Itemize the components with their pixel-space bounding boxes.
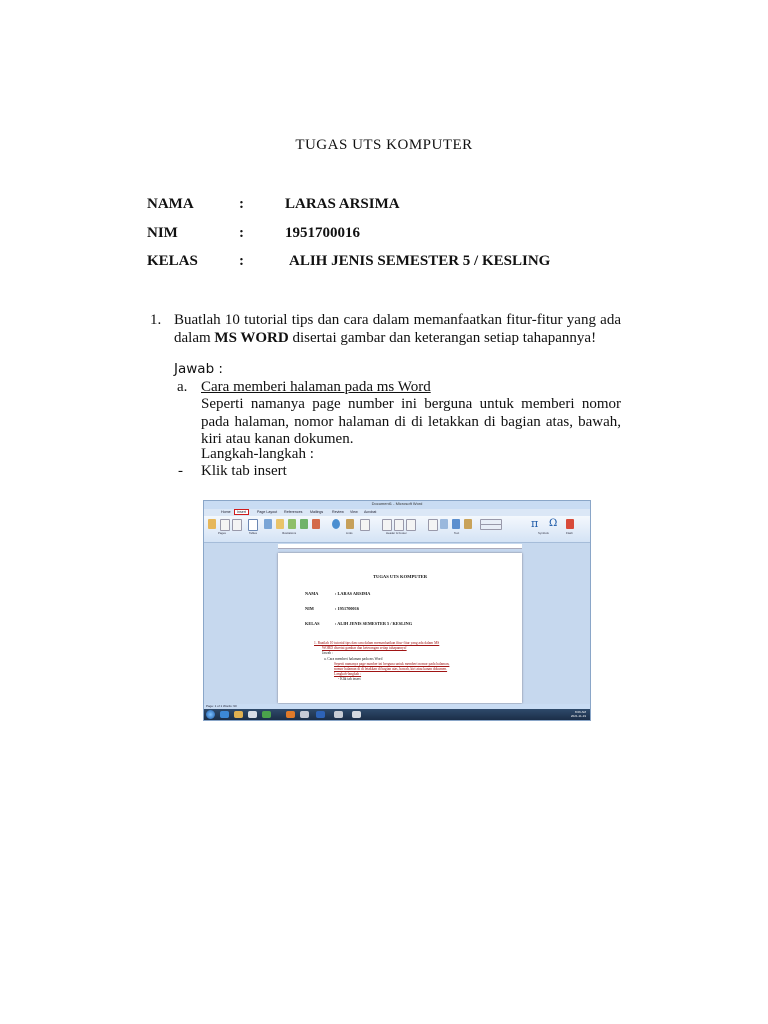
tab-home[interactable]: Home	[221, 510, 231, 514]
group-label-illustrations: Illustrations	[282, 531, 297, 535]
page-number-icon[interactable]	[406, 519, 416, 531]
step-bullet: -	[178, 463, 183, 479]
field-value: ALIH JENIS SEMESTER 5 / KESLING	[289, 253, 551, 269]
tab-review[interactable]: Review	[332, 510, 344, 514]
field-value: LARAS ARSIMA	[285, 196, 400, 212]
tab-insert[interactable]: Insert	[234, 509, 249, 515]
window-titlebar	[204, 501, 590, 509]
page-break-icon[interactable]	[232, 519, 242, 531]
window-title: Document1 - Microsoft Word	[371, 501, 423, 506]
date-time-icon[interactable]	[480, 524, 502, 530]
field-colon: :	[239, 253, 244, 269]
page-line: - Klik tab insert	[338, 677, 361, 681]
page-title: TUGAS UTS KOMPUTER	[372, 574, 428, 579]
page-field-label: KELAS	[305, 621, 320, 626]
steps-label: Langkah-langkah :	[201, 446, 314, 462]
symbol-icon[interactable]: Ω	[549, 518, 558, 529]
tab-acrobat[interactable]: Acrobat	[364, 510, 377, 514]
app-icon[interactable]	[334, 711, 343, 718]
sub-item-title: Cara memberi halaman pada ms Word	[201, 379, 431, 395]
page-field-nim	[305, 606, 359, 611]
question-number: 1.	[150, 312, 162, 328]
page-field-nama	[305, 591, 371, 596]
field-label: NAMA	[147, 196, 194, 212]
question-bold: MS WORD	[214, 329, 289, 346]
page-field-value: : ALIH JENIS SEMESTER 5 / KESLING	[335, 621, 413, 626]
smartart-icon[interactable]	[300, 519, 308, 529]
hyperlink-icon[interactable]	[332, 519, 340, 529]
equation-icon[interactable]: π	[531, 517, 539, 530]
page-line: 1. Buatlah 10 tutorial tips dan cara dalam memanfaatkan fitur-fitur yang ada dalam MS	[314, 641, 440, 645]
flash-icon[interactable]	[566, 519, 574, 529]
wordart-icon[interactable]	[452, 519, 460, 529]
cross-reference-icon[interactable]	[360, 519, 370, 531]
page-field-label: NAMA	[305, 591, 319, 596]
page-line: nomor halaman di di letakkan di bagian atas, bawah, kiri atau kanan dokumen.	[334, 667, 448, 671]
group-label-symbols: Symbols	[538, 531, 549, 535]
group-label-pages: Pages	[218, 531, 226, 535]
footer-icon[interactable]	[394, 519, 404, 531]
bookmark-icon[interactable]	[346, 519, 354, 529]
question-text	[174, 312, 621, 347]
page-line: a. Cara memberi halaman pada ms Word	[324, 657, 383, 661]
ribbon	[204, 516, 590, 543]
quick-parts-icon[interactable]	[440, 519, 448, 529]
shapes-icon[interactable]	[288, 519, 296, 529]
text-box-icon[interactable]	[428, 519, 438, 531]
clip-art-icon[interactable]	[276, 519, 284, 529]
step-1: Klik tab insert	[201, 463, 287, 479]
document-title: TUGAS UTS KOMPUTER	[295, 137, 473, 153]
field-label: KELAS	[147, 253, 198, 269]
tab-mailings[interactable]: Mailings	[310, 510, 324, 514]
ruler	[278, 544, 522, 549]
chart-icon[interactable]	[312, 519, 320, 529]
answer-label: Jawab :	[174, 361, 223, 377]
table-icon[interactable]	[248, 519, 258, 531]
group-label-text: Text	[454, 531, 460, 535]
field-colon: :	[239, 196, 244, 212]
page-field-value: : LARAS ARSIMA	[335, 591, 371, 596]
word-screenshot	[203, 500, 591, 721]
ie-icon[interactable]	[220, 711, 229, 718]
document-page[interactable]	[278, 553, 522, 703]
ribbon-tabs	[204, 509, 590, 516]
system-clock	[571, 710, 586, 718]
status-text: Page: 1 of 1 Words: 90	[206, 704, 237, 708]
field-colon: :	[239, 225, 244, 241]
header-icon[interactable]	[382, 519, 392, 531]
media-icon[interactable]	[248, 711, 257, 718]
chrome-icon[interactable]	[262, 711, 271, 718]
taskbar	[204, 709, 590, 720]
group-label-links: Links	[346, 531, 353, 535]
group-label-tables: Tables	[249, 531, 258, 535]
page-field-kelas	[305, 621, 413, 626]
page-field-value: : 1951700016	[335, 606, 359, 611]
app-icon[interactable]	[300, 711, 309, 718]
clock-time: 8:06 AM	[574, 710, 586, 714]
word-icon[interactable]	[316, 711, 325, 718]
page-field-label: NIM	[305, 606, 314, 611]
blank-page-icon[interactable]	[220, 519, 230, 531]
question-text-after: disertai gambar dan keterangan setiap tahapannya!	[292, 329, 597, 346]
start-button-icon[interactable]	[206, 710, 215, 719]
clock-date: 2021-11-19	[570, 714, 586, 718]
explorer-icon[interactable]	[234, 711, 243, 718]
sub-item-letter: a.	[177, 379, 188, 395]
app-icon[interactable]	[286, 711, 295, 718]
tab-page-layout[interactable]: Page Layout	[257, 510, 278, 514]
field-label: NIM	[147, 225, 178, 241]
page-line: Langkah-langkah :	[334, 672, 362, 676]
group-label-flash: Flash	[566, 531, 573, 535]
field-value: 1951700016	[285, 225, 360, 241]
picture-icon[interactable]	[264, 519, 272, 529]
question-text-before: Buatlah 10 tutorial tips dan cara dalam memanfaatkan fitur-fitur yang ada dalam	[174, 312, 621, 346]
page-line: Seperti namanya page number ini berguna untuk memberi nomor pada halaman,	[334, 662, 450, 666]
tab-references[interactable]: References	[284, 510, 303, 514]
sub-item-description: Seperti namanya page number ini berguna untuk memberi nomor pada halaman, nomor halaman di di letakkan di bagian atas, bawah, kiri atau kanan dokumen.	[201, 396, 621, 447]
drop-cap-icon[interactable]	[464, 519, 472, 529]
group-label-header-footer: Header & Footer	[386, 531, 407, 535]
app-icon[interactable]	[352, 711, 361, 718]
page-line: Jawab :	[322, 651, 333, 655]
tab-view[interactable]: View	[350, 510, 358, 514]
page-line: WORD disertai gambar dan keterangan setiap tahapannya!	[322, 646, 407, 650]
cover-page-icon[interactable]	[208, 519, 216, 529]
